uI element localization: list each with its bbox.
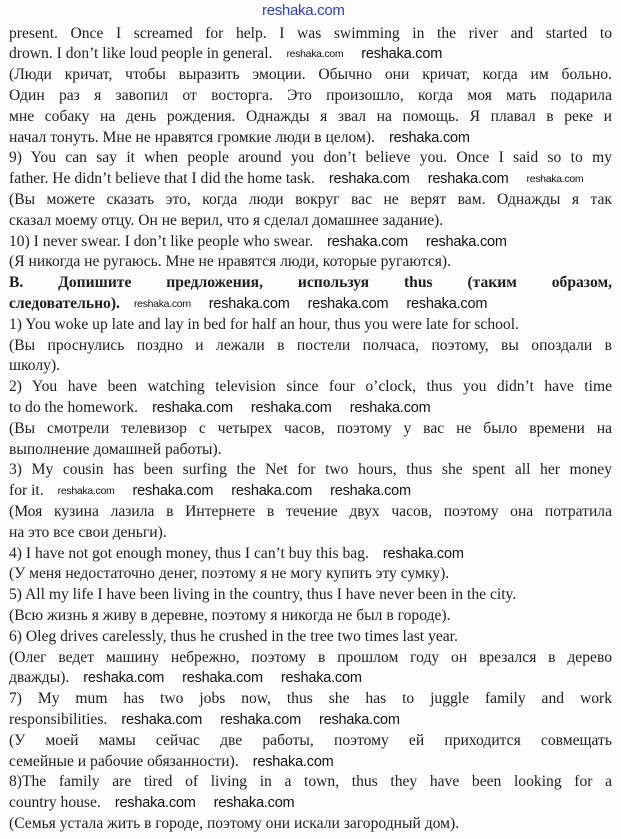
text-line-content: B. Допишите предложения, используя thus (таким образом,: [9, 274, 612, 292]
text-line: [9, 356, 612, 376]
text-line: [9, 793, 612, 813]
watermark: reshaka.com: [121, 711, 203, 728]
watermark: reshaka.com: [286, 48, 344, 61]
text-line-content: (Олег ведет машину небрежно, поэтому в прошлом году он врезался в дерево: [9, 648, 612, 666]
text-line-content: дважды).: [9, 669, 70, 687]
text-line-content: следовательно).: [9, 294, 120, 312]
text-line: [9, 606, 612, 626]
text-line-content: present. Once I screamed for help. I was swimming in the river and started to: [9, 24, 612, 42]
text-line-content: (Люди кричат, чтобы выразить эмоции. Обычно они кричат, когда им больно.: [9, 66, 612, 84]
watermark: reshaka.com: [330, 483, 411, 500]
watermark: reshaka.com: [114, 795, 196, 812]
text-line: [9, 336, 612, 356]
text-line-content: 2) You have been watching television since four o’clock, thus you didn’t have time: [9, 378, 612, 396]
watermark: reshaka.com: [208, 295, 290, 312]
text-line-content: responsibilities.: [9, 710, 108, 728]
text-line-content: семейные и рабочие обязанности).: [9, 752, 239, 770]
text-line: [9, 544, 612, 564]
text-line-content: выполнение домашней работы).: [9, 440, 222, 458]
text-line: [9, 710, 612, 730]
text-line: [9, 107, 612, 127]
text-line-content: сказал моему отцу. Он не верил, что я сделал домашнее задание).: [9, 211, 444, 229]
text-line: [9, 273, 612, 293]
watermark: reshaka.com: [318, 711, 400, 728]
text-line: [9, 24, 612, 44]
text-line-content: (У моей мамы сейчас две работы, поэтому ей приходится совмещать: [9, 731, 612, 749]
text-line-content: на это все свои деньги).: [9, 523, 167, 541]
text-line-content: Один раз я завопил от восторга. Это произошло, когда моя мать подарила: [9, 86, 612, 104]
watermark: reshaka.com: [361, 46, 443, 63]
text-line-content: (Вы смотрели телевизор с четырех часов, поэтому у вас не было времени на: [9, 419, 612, 437]
text-line: [9, 731, 612, 751]
text-line-content: 3) My cousin has been surfing the Net for two hours, thus she spent all her money: [9, 461, 612, 479]
watermark: reshaka.com: [349, 399, 431, 416]
text-line-content: (Я никогда не ругаюсь. Мне не нравятся люди, которые ругаются).: [9, 253, 451, 271]
text-line: [9, 128, 612, 148]
text-line: [9, 148, 612, 168]
watermark: reshaka.com: [83, 670, 165, 687]
text-line-content: 4) I have not got enough money, thus I can’t buy this bag.: [9, 544, 369, 562]
text-line: [9, 502, 612, 522]
text-line: [9, 86, 612, 106]
watermark: reshaka.com: [57, 485, 115, 498]
text-line: [9, 252, 612, 272]
text-line: [9, 814, 612, 834]
watermark: reshaka.com: [526, 173, 584, 186]
text-line-content: (Семья устала жить в городе, поэтому они искали загородный дом).: [9, 814, 460, 832]
watermark: reshaka.com: [425, 233, 507, 250]
text-line-content: 1) You woke up late and lay in bed for half an hour, thus you were late for school.: [9, 315, 519, 333]
text-line: [9, 232, 612, 252]
text-line-content: country house.: [9, 794, 101, 812]
watermark: reshaka.com: [213, 795, 295, 812]
text-line: [9, 190, 612, 210]
watermark: reshaka.com: [220, 711, 301, 728]
text-line-content: 5) All my life I have been living in the country, thus I have never been in the city.: [9, 586, 517, 604]
watermark: reshaka.com: [250, 399, 332, 416]
watermark: reshaka.com: [280, 670, 362, 687]
text-line: [9, 689, 612, 709]
watermark: reshaka.com: [327, 233, 408, 250]
text-line: [9, 460, 612, 480]
text-line-content: 7) My mum has two jobs now, thus she has to juggle family and work: [9, 690, 612, 708]
text-line-content: 8)The family are tired of living in a town, thus they have been looking for a: [9, 773, 612, 791]
watermark: reshaka.com: [252, 753, 334, 770]
watermark: reshaka.com: [388, 129, 470, 146]
text-line-content: 6) Oleg drives carelessly, thus he crushed in the tree two times last year.: [9, 627, 458, 645]
text-line: [9, 564, 612, 584]
text-line-content: 9) You can say it when people around you don’t believe you. Once I said so to my: [9, 149, 612, 167]
text-line-content: школу).: [9, 357, 61, 375]
watermark: reshaka.com: [152, 399, 233, 416]
watermark: reshaka.com: [307, 295, 389, 312]
text-line: [9, 315, 612, 335]
watermark: reshaka.com: [133, 297, 191, 310]
text-line: [9, 772, 612, 792]
watermark: reshaka.com: [262, 2, 345, 19]
watermark: reshaka.com: [406, 295, 488, 312]
watermark: reshaka.com: [328, 171, 410, 188]
text-line-content: (Вы проснулись поздно и лежали в постели полчаса, поэтому, вы опоздали в: [9, 336, 612, 354]
text-line-content: to do the homework.: [9, 398, 139, 416]
watermark: reshaka.com: [182, 670, 263, 687]
text-line-content: (Моя кузина лазила в Интернете в течение двух часов, поэтому она потратила: [9, 502, 612, 520]
text-line-content: father. He didn’t believe that I did the home task.: [9, 170, 315, 188]
text-line-content: начал тонуть. Мне не нравятся громкие люди в целом).: [9, 128, 375, 146]
text-line: [9, 627, 612, 647]
text-line: [9, 419, 612, 439]
text-line-content: (У меня недостаточно денег, поэтому я не могу купить эту сумку).: [9, 565, 450, 583]
watermark: reshaka.com: [382, 545, 464, 562]
text-line: [9, 65, 612, 85]
text-line: [9, 169, 612, 189]
text-line: [9, 523, 612, 543]
text-line-content: drown. I don’t like loud people in general.: [9, 45, 273, 63]
text-line: [9, 440, 612, 460]
text-line-content: for it.: [9, 482, 44, 500]
text-line: [9, 648, 612, 668]
text-line: [9, 377, 612, 397]
text-line-content: (Всю жизнь я живу в деревне, поэтому я никогда не был в городе).: [9, 606, 451, 624]
watermark: reshaka.com: [132, 483, 214, 500]
text-line: [9, 211, 612, 231]
text-line-content: (Вы можете сказать это, когда люди вокруг вас не верят вам. Однажды я так: [9, 190, 612, 208]
text-line-content: 10) I never swear. I don’t like people who swear.: [9, 232, 314, 250]
watermark: reshaka.com: [231, 483, 313, 500]
text-line-content: мне собаку на день рождения. Однажды я звал на помощь. Я плавал в реке и: [9, 107, 612, 125]
watermark: reshaka.com: [427, 171, 509, 188]
text-line: [9, 585, 612, 605]
